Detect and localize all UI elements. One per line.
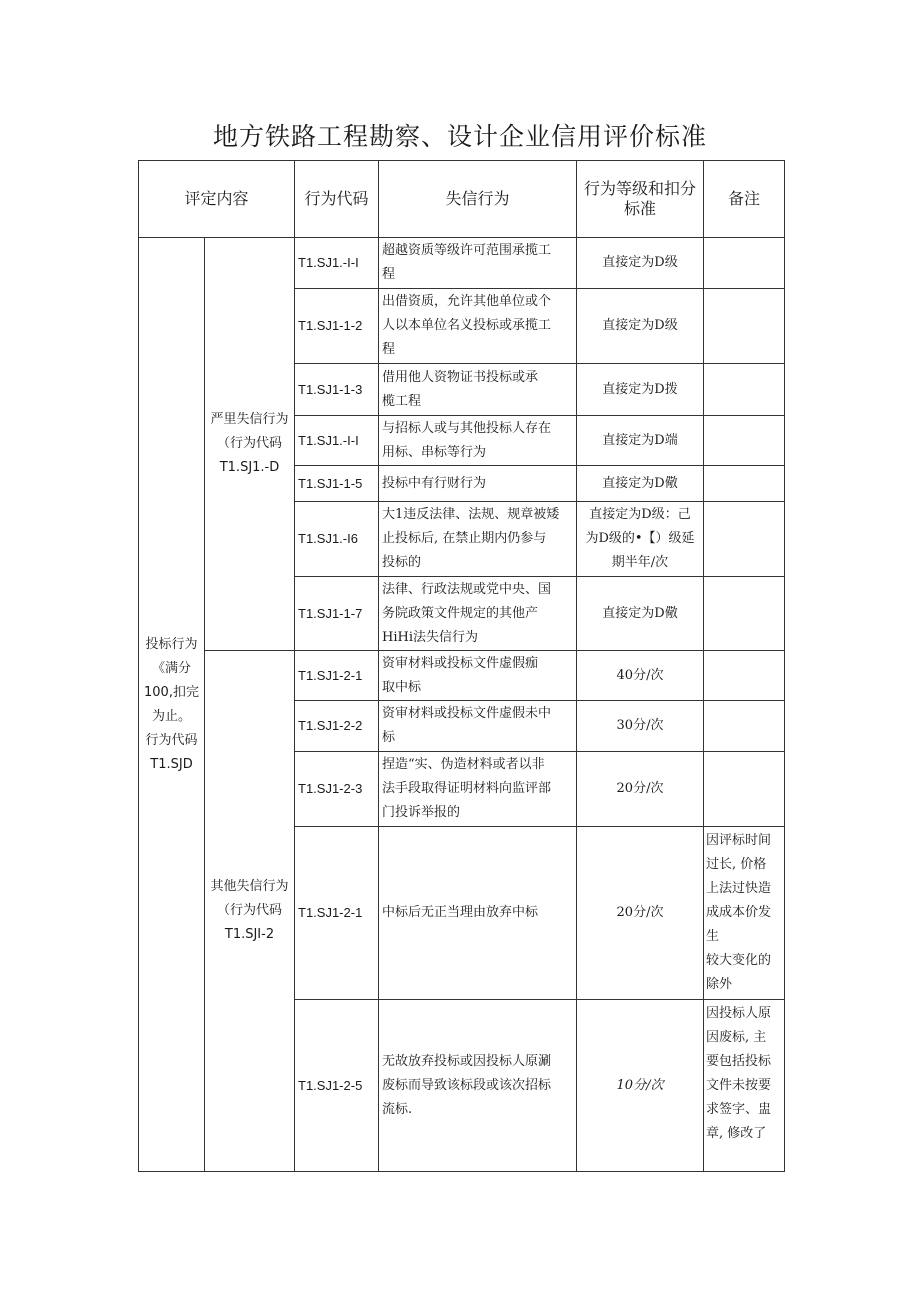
row-code: T1.SJ1-2-1 bbox=[295, 827, 379, 1000]
row-standard: 直接定为D端 bbox=[577, 416, 704, 466]
subcategory-serious: 严里失信行为 （行为代码 T1.SJ1.-D bbox=[205, 238, 295, 651]
row-behavior: 借用他人资物证书投标或承 榄工程 bbox=[379, 364, 577, 416]
row-note bbox=[704, 238, 785, 289]
row-code: T1.SJ1-2-3 bbox=[295, 752, 379, 827]
subcategory-other: 其他失信行为 （行为代码 T1.SJI-2 bbox=[205, 651, 295, 1172]
row-standard: 直接定为D级：己 为D级的•【）级延 期半年/次 bbox=[577, 502, 704, 577]
row-standard: 20分/次 bbox=[577, 752, 704, 827]
header-content: 评定内容 bbox=[139, 161, 295, 238]
header-note: 备注 bbox=[704, 161, 785, 238]
row-code: T1.SJ1-1-5 bbox=[295, 466, 379, 502]
row-standard: 10分/次 bbox=[577, 1000, 704, 1172]
row-standard: 直接定为D拨 bbox=[577, 364, 704, 416]
row-code: T1.SJ1-2-5 bbox=[295, 1000, 379, 1172]
header-standard: 行为等级和扣分 标准 bbox=[577, 161, 704, 238]
row-behavior: 中标后无正当理由放弃中标 bbox=[379, 827, 577, 1000]
row-note bbox=[704, 577, 785, 651]
header-row bbox=[139, 161, 785, 238]
row-standard: 直接定为D级 bbox=[577, 289, 704, 364]
row-behavior: 与招标人或与其他投标人存在 用标、串标等行为 bbox=[379, 416, 577, 466]
page-title: 地方铁路工程勘察、设计企业信用评价标准 bbox=[212, 122, 707, 151]
table-row bbox=[139, 238, 785, 289]
row-behavior: 无故放弃投标或因投标人原涮 废标而导致该标段或该次招标 流标. bbox=[379, 1000, 577, 1172]
row-note bbox=[704, 701, 785, 752]
row-standard: 直接定为D儆 bbox=[577, 466, 704, 502]
row-behavior: 大1违反法律、法规、规章被矮 止投标后, 在禁止期内仍参与 投标的 bbox=[379, 502, 577, 577]
row-behavior: 资审材料或投标文件虚假痂 取中标 bbox=[379, 651, 577, 701]
row-code: T1.SJ1-1-2 bbox=[295, 289, 379, 364]
row-note bbox=[704, 651, 785, 701]
table-row bbox=[139, 651, 785, 701]
row-behavior: 投标中有行财行为 bbox=[379, 466, 577, 502]
row-behavior: 资审材料或投标文件虚假未中 标 bbox=[379, 701, 577, 752]
row-code: T1.SJ1.-I6 bbox=[295, 502, 379, 577]
row-note: 因评标时间 过长, 价格 上法过快造 成成本价发 生 较大变化的 除外 bbox=[704, 827, 785, 1000]
row-note bbox=[704, 502, 785, 577]
row-code: T1.SJ1.-I-I bbox=[295, 416, 379, 466]
row-code: T1.SJ1.-I-I bbox=[295, 238, 379, 289]
row-note bbox=[704, 364, 785, 416]
header-code: 行为代码 bbox=[295, 161, 379, 238]
row-note bbox=[704, 466, 785, 502]
row-standard: 20分/次 bbox=[577, 827, 704, 1000]
row-standard: 40分/次 bbox=[577, 651, 704, 701]
category-cell: 投标行为 《满分 100,扣完 为止。 行为代码 T1.SJD bbox=[139, 238, 205, 1172]
row-code: T1.SJ1-1-7 bbox=[295, 577, 379, 651]
row-behavior: 超越资质等级许可范围承揽工 程 bbox=[379, 238, 577, 289]
evaluation-table bbox=[138, 160, 785, 1172]
header-behavior: 失信行为 bbox=[379, 161, 577, 238]
row-behavior: 法律、行政法规或党中央、国 务院政策文件规定的其他产 HiHi法失信行为 bbox=[379, 577, 577, 651]
row-standard: 直接定为D儆 bbox=[577, 577, 704, 651]
row-code: T1.SJ1-2-1 bbox=[295, 651, 379, 701]
row-note bbox=[704, 416, 785, 466]
row-code: T1.SJ1-2-2 bbox=[295, 701, 379, 752]
row-code: T1.SJ1-1-3 bbox=[295, 364, 379, 416]
row-standard: 直接定为D级 bbox=[577, 238, 704, 289]
row-note bbox=[704, 289, 785, 364]
row-standard: 30分/次 bbox=[577, 701, 704, 752]
row-note: 因投标人原 因废标, 主 要包括投标 文件未按要 求签字、盅 章, 修改了 bbox=[704, 1000, 785, 1172]
row-note bbox=[704, 752, 785, 827]
row-behavior: 出借资质，允许其他单位或个 人以本单位名义投标或承揽工 程 bbox=[379, 289, 577, 364]
row-behavior: 捏造“实、伪造材料或者以非 法手段取得证明材料向监评部 门投诉举报的 bbox=[379, 752, 577, 827]
